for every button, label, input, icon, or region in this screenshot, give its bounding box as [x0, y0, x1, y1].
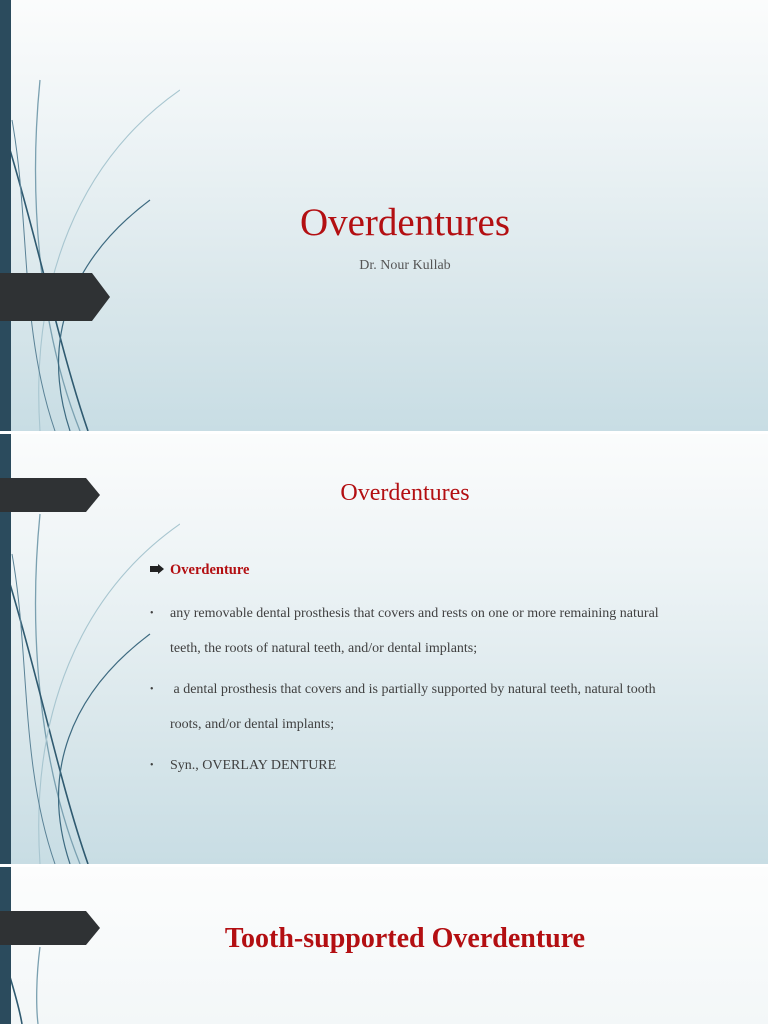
list-item	[150, 672, 690, 742]
list-item-text: any removable dental prosthesis that covers and rests on one or more remaining natural teeth, the roots of natural teeth, and/or dental implants;	[170, 606, 659, 656]
slide-author: Dr. Nour Kullab	[359, 258, 451, 273]
slide-title	[0, 0, 768, 431]
bullet-dot-icon: •	[150, 684, 154, 695]
list-item-text: Syn., OVERLAY DENTURE	[170, 758, 337, 773]
edge-bar	[0, 867, 11, 1024]
slide-heading: Tooth-supported Overdenture	[224, 923, 586, 954]
slide-heading: Overdentures	[340, 480, 470, 506]
bullet-dot-icon: •	[150, 608, 154, 619]
slide-title-heading: Overdentures	[299, 201, 511, 244]
slide-body	[150, 558, 690, 783]
slide-tab-marker	[0, 273, 110, 321]
arrow-right-icon	[150, 562, 170, 579]
slide-definition	[0, 434, 768, 864]
list-item-text: a dental prosthesis that covers and is partially supported by natural teeth, natural tooth roots, and/or dental implants;	[170, 682, 660, 732]
list-item	[150, 748, 690, 783]
edge-bar	[0, 0, 11, 431]
slide-tooth-supported	[0, 867, 768, 1024]
list-item	[150, 596, 690, 666]
lead-term: Overdenture	[170, 561, 250, 578]
lead-term-row	[150, 558, 690, 582]
bullet-dot-icon: •	[150, 760, 154, 771]
